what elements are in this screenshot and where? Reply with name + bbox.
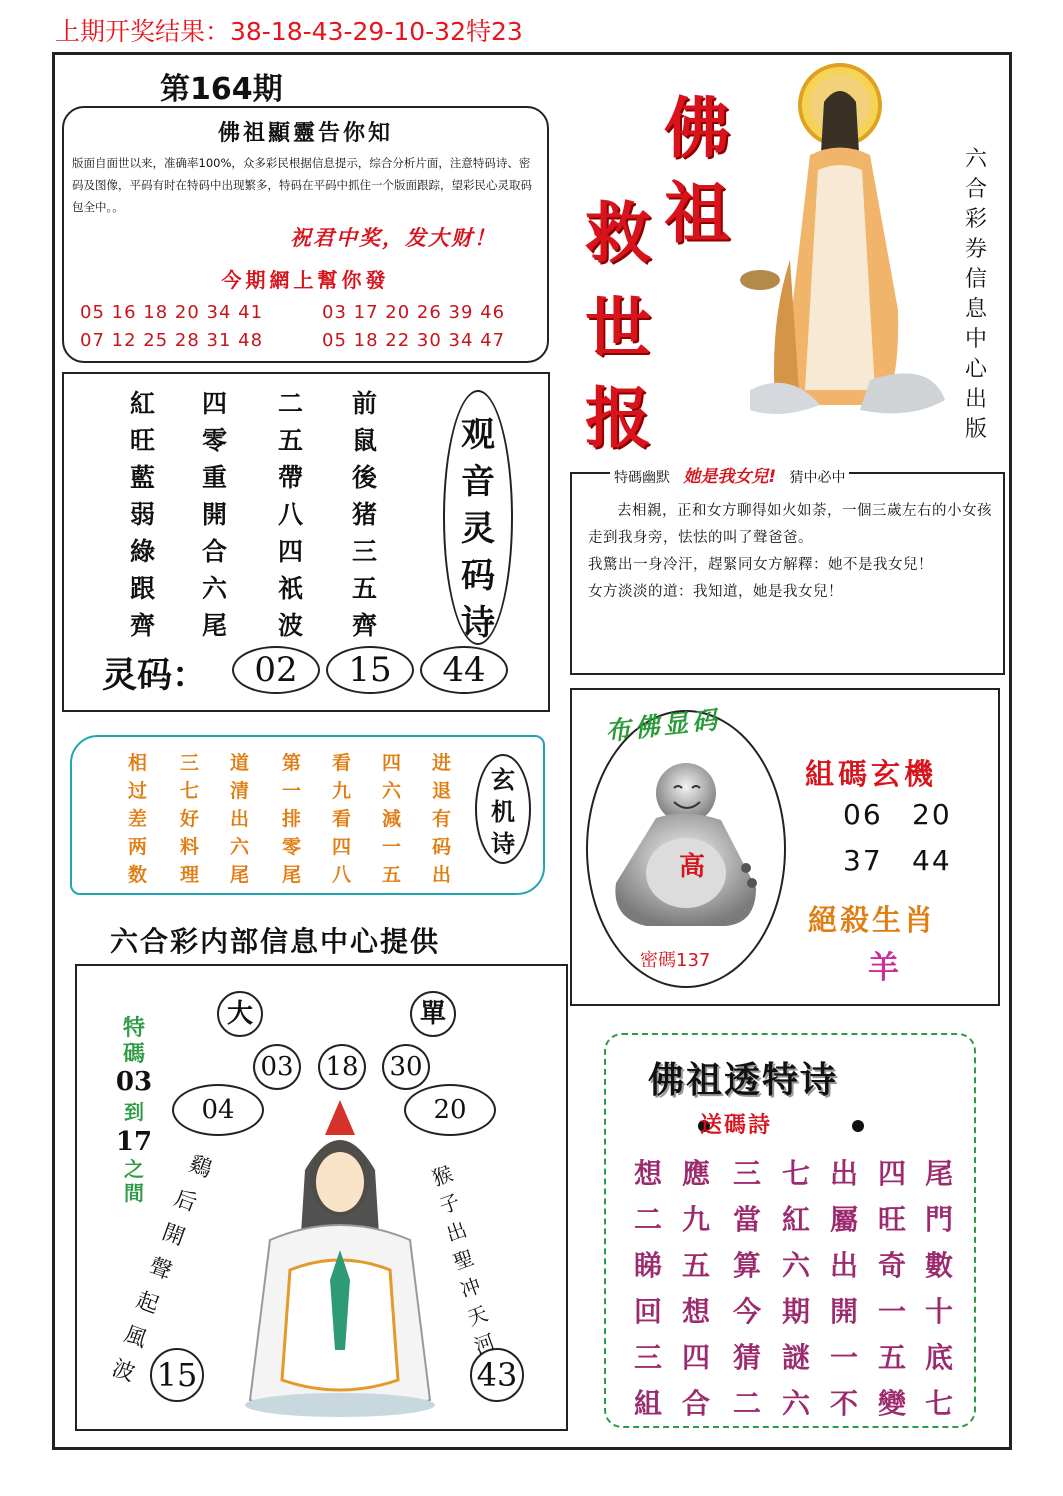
poem-char: 四 [202, 389, 228, 418]
xuanji-char: 減 [382, 808, 402, 830]
special-poem-char: 三 [733, 1157, 762, 1190]
xuanji-char: 排 [282, 808, 302, 830]
title-char: 祖 [664, 174, 730, 252]
humor-paragraph: 女方淡淡的道：我知道，她是我女兒！ [588, 584, 843, 600]
notice-wish: 祝君中奖，发大财！ [290, 226, 497, 250]
verse-char: 風 [120, 1321, 150, 1353]
top-number: 03 [253, 1044, 301, 1090]
special-poem-subtitle: 送碼詩 [700, 1113, 773, 1138]
special-poem-char: 七 [782, 1157, 811, 1190]
publisher-vertical: 六合彩券信息中心出版 [964, 147, 987, 442]
humor-header [610, 462, 849, 487]
poem-char: 猪 [352, 500, 378, 529]
lingma-label: 灵码： [102, 655, 208, 696]
poem-char: 開 [202, 500, 228, 529]
lingma-number: 02 [232, 646, 320, 694]
range-from: 03 [115, 1067, 153, 1097]
xuanji-char: 八 [332, 864, 352, 886]
xuanji-char: 料 [180, 836, 200, 858]
special-poem-char: 二 [634, 1203, 663, 1236]
special-poem-char: 變 [878, 1387, 907, 1420]
xuanji-char: 相 [128, 752, 148, 774]
special-poem-char: 四 [682, 1341, 711, 1374]
side-number: 04 [172, 1084, 264, 1136]
verse-char: 出 [443, 1217, 471, 1247]
special-poem-char: 門 [925, 1203, 954, 1236]
special-poem-char: 猜 [733, 1341, 762, 1374]
combo-number: 06 [843, 798, 883, 831]
lingma-number: 44 [420, 646, 508, 694]
xuanji-char: 尾 [230, 864, 250, 886]
xuanji-char: 零 [282, 836, 302, 858]
xuanji-title: 玄机诗 [491, 765, 515, 858]
special-poem-char: 謎 [782, 1341, 811, 1374]
guanyin-seated-image [230, 1100, 450, 1420]
special-poem-char: 當 [733, 1203, 762, 1236]
top-number: 18 [318, 1044, 366, 1090]
poem-char: 鼠 [352, 426, 378, 455]
special-poem-char: 期 [782, 1295, 811, 1328]
net-numbers-row: 03 17 20 26 39 46 [322, 302, 506, 323]
xuanji-char: 四 [382, 752, 402, 774]
humor-paragraph: 我驚出一身冷汗，趕緊同女方解釋：她不是我女兒！ [588, 557, 933, 573]
combo-number: 44 [912, 844, 952, 877]
poem-char: 帶 [278, 463, 304, 492]
poem-char: 祇 [278, 574, 304, 603]
special-poem-char: 屬 [830, 1203, 859, 1236]
last-draw-result: 上期开奖结果：38-18-43-29-10-32特23 [55, 17, 523, 46]
xuanji-char: 看 [332, 808, 352, 830]
buddha-center-char: 高 [679, 852, 706, 882]
xuanji-char: 出 [432, 864, 452, 886]
special-poem-char: 想 [682, 1295, 711, 1328]
special-poem-char: 今 [733, 1295, 762, 1328]
xuanji-char: 数 [128, 864, 148, 886]
tema-label: 特碼 [122, 1015, 145, 1067]
poem-title: 观音灵码诗 [461, 415, 495, 643]
range-to: 17 [115, 1127, 153, 1157]
xuanji-char: 四 [332, 836, 352, 858]
title-char: 佛 [664, 89, 730, 167]
poem-char: 三 [352, 537, 378, 566]
lingma-number: 15 [326, 646, 414, 694]
xuanji-char: 两 [128, 836, 148, 858]
xuanji-char: 六 [230, 836, 250, 858]
verse-char: 冲 [457, 1273, 485, 1303]
poem-char: 前 [352, 389, 378, 418]
verse-char: 鷄 [185, 1151, 215, 1183]
big-badge: 大 [217, 991, 263, 1037]
special-poem-char: 底 [925, 1341, 954, 1374]
verse-char: 河 [471, 1329, 499, 1359]
net-numbers-row: 07 12 25 28 31 48 [80, 330, 264, 351]
xuanji-char: 一 [282, 780, 302, 802]
poem-char: 零 [202, 426, 228, 455]
verse-char: 波 [108, 1355, 138, 1387]
left-verse [108, 1150, 215, 1390]
combo-number: 20 [912, 798, 952, 831]
xuanji-char: 九 [332, 780, 352, 802]
xuanji-char: 进 [432, 752, 452, 774]
title-char: 报 [585, 379, 651, 457]
xuanji-char: 理 [180, 864, 200, 886]
xuanji-char: 退 [432, 780, 452, 802]
notice-body: 版面自面世以来，准确率100%，众多彩民根据信息提示，综合分析片面，注意特码诗、密码及图像，平码有时在特码中出现繁多，特码在平码中抓住一个版面跟踪，望彩民心灵取码包全中。。 [72, 156, 532, 214]
combo-title: 組碼玄機 [805, 757, 938, 791]
xuanji-char: 清 [230, 780, 250, 802]
xuanji-char: 好 [180, 808, 200, 830]
xuanji-char: 第 [282, 752, 302, 774]
xuanji-char: 出 [230, 808, 250, 830]
poem-char: 齊 [130, 611, 156, 640]
verse-char: 聖 [450, 1245, 478, 1275]
humor-tag: 猜中必中 [789, 470, 846, 486]
range-between: 之間 [124, 1157, 144, 1205]
poem-char: 四 [278, 537, 304, 566]
special-poem-char: 想 [634, 1157, 663, 1190]
special-poem-char: 旺 [878, 1203, 907, 1236]
provider-line: 六合彩内部信息中心提供 [110, 925, 441, 958]
poem-char: 藍 [130, 463, 156, 492]
odd-badge: 單 [410, 991, 456, 1037]
special-poem-char: 三 [634, 1341, 663, 1374]
xuanji-char: 七 [180, 780, 200, 802]
special-poem-char: 組 [634, 1387, 663, 1420]
xuanji-char: 一 [382, 836, 402, 858]
bullet-icon [852, 1120, 864, 1132]
top-number: 30 [382, 1044, 430, 1090]
xuanji-char: 三 [180, 752, 200, 774]
xuanji-char: 六 [382, 780, 402, 802]
poem-char: 波 [278, 611, 304, 640]
special-poem-char: 算 [733, 1249, 762, 1282]
xuanji-char: 差 [128, 808, 148, 830]
verse-char: 起 [132, 1287, 162, 1319]
special-poem-char: 合 [682, 1387, 711, 1420]
poem-char: 弱 [130, 500, 156, 529]
verse-char: 后 [170, 1185, 200, 1217]
xuanji-char: 尾 [282, 864, 302, 886]
title-char: 救 [585, 194, 651, 272]
poem-char: 二 [278, 389, 304, 418]
verse-char: 天 [464, 1301, 492, 1331]
special-poem-char: 九 [682, 1203, 711, 1236]
verse-char: 子 [436, 1189, 464, 1219]
guanyin-standing-image [730, 60, 955, 430]
poem-char: 紅 [130, 389, 156, 418]
special-poem-char: 開 [830, 1295, 859, 1328]
special-poem-char: 數 [925, 1249, 954, 1282]
side-number: 20 [404, 1084, 496, 1136]
poem-char: 重 [202, 463, 228, 492]
humor-label: 特碼幽默 [614, 470, 670, 486]
xuanji-char: 道 [230, 752, 250, 774]
poem-char: 合 [202, 537, 228, 566]
kill-zodiac-value: 羊 [868, 950, 899, 986]
net-numbers-row: 05 18 22 30 34 47 [322, 330, 506, 351]
xuanji-char: 看 [332, 752, 352, 774]
xuanji-char: 五 [382, 864, 402, 886]
poem-char: 旺 [130, 426, 156, 455]
range-to-word: 到 [124, 1100, 144, 1124]
notice-title: 佛祖顯靈告你知 [217, 120, 393, 146]
notice-subtitle: 今期網上幫你發 [221, 268, 390, 292]
combo-number: 37 [843, 844, 883, 877]
special-poem-char: 出 [830, 1157, 859, 1190]
special-poem-char: 五 [878, 1341, 907, 1374]
right-verse [420, 1160, 500, 1360]
poem-char: 五 [278, 426, 304, 455]
verse-char: 猴 [429, 1161, 457, 1191]
poem-char: 六 [202, 574, 228, 603]
special-poem-char: 七 [925, 1387, 954, 1420]
xuanji-char: 过 [128, 780, 148, 802]
special-poem-char: 應 [682, 1157, 711, 1190]
special-poem-title: 佛祖透特诗 [648, 1059, 839, 1101]
net-numbers-row: 05 16 18 20 34 41 [80, 302, 264, 323]
special-poem-char: 出 [830, 1249, 859, 1282]
special-poem-char: 二 [733, 1387, 762, 1420]
special-poem-char: 不 [830, 1387, 859, 1420]
bottom-number: 15 [150, 1348, 204, 1402]
poem-char: 五 [352, 574, 378, 603]
poem-char: 尾 [202, 611, 228, 640]
buddha-title: 布佛显码 [603, 705, 723, 746]
verse-char: 聲 [145, 1253, 175, 1285]
special-poem-char: 十 [925, 1295, 954, 1328]
special-poem-char: 一 [830, 1341, 859, 1374]
xuanji-char: 有 [432, 808, 452, 830]
humor-body [588, 498, 996, 606]
poem-char: 跟 [130, 574, 156, 603]
kill-zodiac-title: 絕殺生肖 [808, 903, 937, 937]
secret-code: 密碼137 [640, 950, 711, 971]
verse-char: 開 [158, 1219, 188, 1251]
special-poem-char: 五 [682, 1249, 711, 1282]
special-poem-char: 紅 [782, 1203, 811, 1236]
special-poem-char: 四 [878, 1157, 907, 1190]
poem-char: 綠 [130, 537, 156, 566]
poem-char: 後 [352, 463, 378, 492]
humor-title: 她是我女兒! [683, 467, 777, 487]
xuanji-char: 码 [432, 836, 452, 858]
special-poem-char: 奇 [878, 1249, 907, 1282]
special-poem-char: 一 [878, 1295, 907, 1328]
poem-char: 齊 [352, 611, 378, 640]
humor-paragraph: 去相親，正和女方聊得如火如荼，一個三歲左右的小女孩走到我身旁，怯怯的叫了聲爸爸。 [588, 503, 992, 546]
poem-char: 八 [278, 500, 304, 529]
title-char: 世 [585, 289, 651, 367]
issue-number: 第164期 [160, 72, 283, 107]
bottom-number: 43 [470, 1348, 524, 1402]
special-poem-char: 六 [782, 1387, 811, 1420]
special-poem-char: 睇 [634, 1249, 663, 1282]
special-poem-char: 六 [782, 1249, 811, 1282]
special-poem-char: 回 [634, 1295, 663, 1328]
special-poem-char: 尾 [925, 1157, 954, 1190]
